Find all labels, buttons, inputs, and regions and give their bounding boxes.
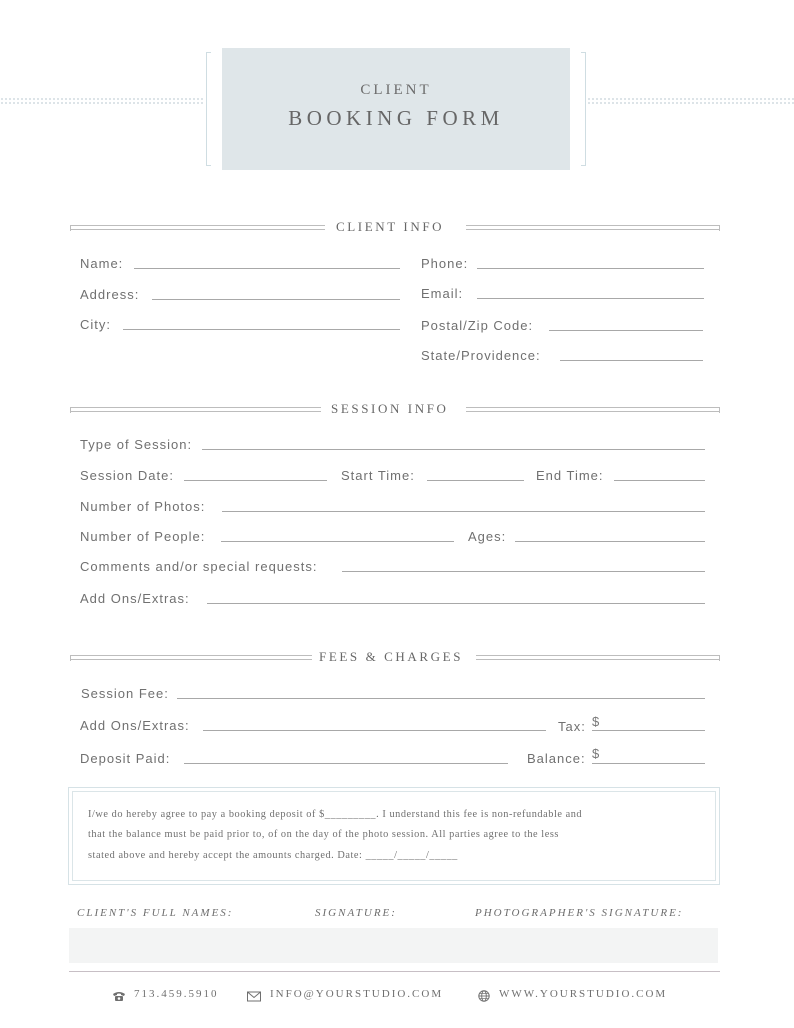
- header-dots-right: [587, 97, 794, 105]
- session-fee-label: Session Fee:: [81, 686, 169, 701]
- balance-currency: $: [592, 746, 600, 761]
- signature-field[interactable]: [69, 928, 718, 963]
- email-field[interactable]: [477, 298, 704, 299]
- comments-label: Comments and/or special requests:: [80, 559, 318, 574]
- name-label: Name:: [80, 256, 124, 271]
- agreement-line-2: that the balance must be paid prior to, of on the day of the photo session. All parties agree to the less: [88, 829, 559, 840]
- city-field[interactable]: [123, 329, 400, 330]
- section-rule-tick: [70, 407, 71, 413]
- tax-field[interactable]: [592, 730, 705, 731]
- address-label: Address:: [80, 287, 140, 302]
- phone-icon: [112, 989, 126, 1007]
- client-names-heading: CLIENT'S FULL NAMES:: [77, 907, 234, 919]
- ages-label: Ages:: [468, 529, 507, 544]
- tax-currency: $: [592, 714, 600, 729]
- session-type-field[interactable]: [202, 449, 705, 450]
- header-dots-left: [0, 97, 204, 105]
- name-field[interactable]: [134, 268, 400, 269]
- deposit-field[interactable]: [184, 763, 508, 764]
- section-rule-tick: [70, 225, 71, 231]
- session-addons-field[interactable]: [207, 603, 705, 604]
- session-addons-label: Add Ons/Extras:: [80, 591, 190, 606]
- phone-field[interactable]: [477, 268, 704, 269]
- photos-label: Number of Photos:: [80, 499, 206, 514]
- section-rule-left: [70, 407, 321, 412]
- section-rule-left: [70, 225, 325, 230]
- balance-label: Balance:: [527, 751, 586, 766]
- header-bracket-right: [581, 52, 586, 166]
- comments-field[interactable]: [342, 571, 705, 572]
- end-time-label: End Time:: [536, 468, 604, 483]
- signature-heading: SIGNATURE:: [315, 907, 397, 919]
- title-box: [222, 48, 570, 170]
- agreement-line-1: I/we do hereby agree to pay a booking deposit of $_________. I understand this fee is non-refundable and: [88, 809, 583, 820]
- city-label: City:: [80, 317, 111, 332]
- footer-divider: [69, 971, 720, 972]
- session-date-label: Session Date:: [80, 468, 174, 483]
- agreement-line-3: stated above and hereby accept the amounts charged. Date: _____/_____/_____: [88, 850, 458, 861]
- email-label: Email:: [421, 286, 464, 301]
- section-rule-right: [466, 407, 720, 412]
- balance-field[interactable]: [592, 763, 705, 764]
- state-field[interactable]: [560, 360, 703, 361]
- photographer-signature-heading: PHOTOGRAPHER'S SIGNATURE:: [475, 907, 684, 919]
- start-time-label: Start Time:: [341, 468, 415, 483]
- tax-label: Tax:: [558, 719, 586, 734]
- footer-email[interactable]: INFO@YOURSTUDIO.COM: [270, 988, 444, 1000]
- start-time-field[interactable]: [427, 480, 524, 481]
- globe-icon: [478, 989, 490, 1007]
- phone-label: Phone:: [421, 256, 469, 271]
- postal-label: Postal/Zip Code:: [421, 318, 534, 333]
- section-rule-tick: [719, 407, 720, 413]
- section-rule-left: [70, 655, 312, 660]
- fees-addons-field[interactable]: [203, 730, 546, 731]
- section-title-fees: FEES & CHARGES: [319, 649, 464, 664]
- session-fee-field[interactable]: [177, 698, 705, 699]
- fees-addons-label: Add Ons/Extras:: [80, 718, 190, 733]
- people-field[interactable]: [221, 541, 454, 542]
- deposit-label: Deposit Paid:: [80, 751, 171, 766]
- photos-field[interactable]: [222, 511, 705, 512]
- footer-website[interactable]: WWW.YOURSTUDIO.COM: [499, 988, 668, 1000]
- postal-field[interactable]: [549, 330, 703, 331]
- title-small: CLIENT: [360, 82, 432, 98]
- section-rule-tick: [719, 655, 720, 661]
- session-type-label: Type of Session:: [80, 437, 193, 452]
- footer-phone: 713.459.5910: [134, 988, 219, 1000]
- section-title-session-info: SESSION INFO: [331, 401, 449, 416]
- envelope-icon: [247, 989, 261, 1007]
- address-field[interactable]: [152, 299, 400, 300]
- end-time-field[interactable]: [614, 480, 705, 481]
- section-rule-tick: [719, 225, 720, 231]
- session-date-field[interactable]: [184, 480, 327, 481]
- state-label: State/Providence:: [421, 348, 541, 363]
- header-bracket-left: [206, 52, 211, 166]
- section-rule-right: [466, 225, 720, 230]
- people-label: Number of People:: [80, 529, 206, 544]
- section-rule-right: [476, 655, 720, 660]
- section-title-client-info: CLIENT INFO: [336, 219, 445, 234]
- section-rule-tick: [70, 655, 71, 661]
- page-title: BOOKING FORM: [288, 106, 504, 130]
- ages-field[interactable]: [515, 541, 705, 542]
